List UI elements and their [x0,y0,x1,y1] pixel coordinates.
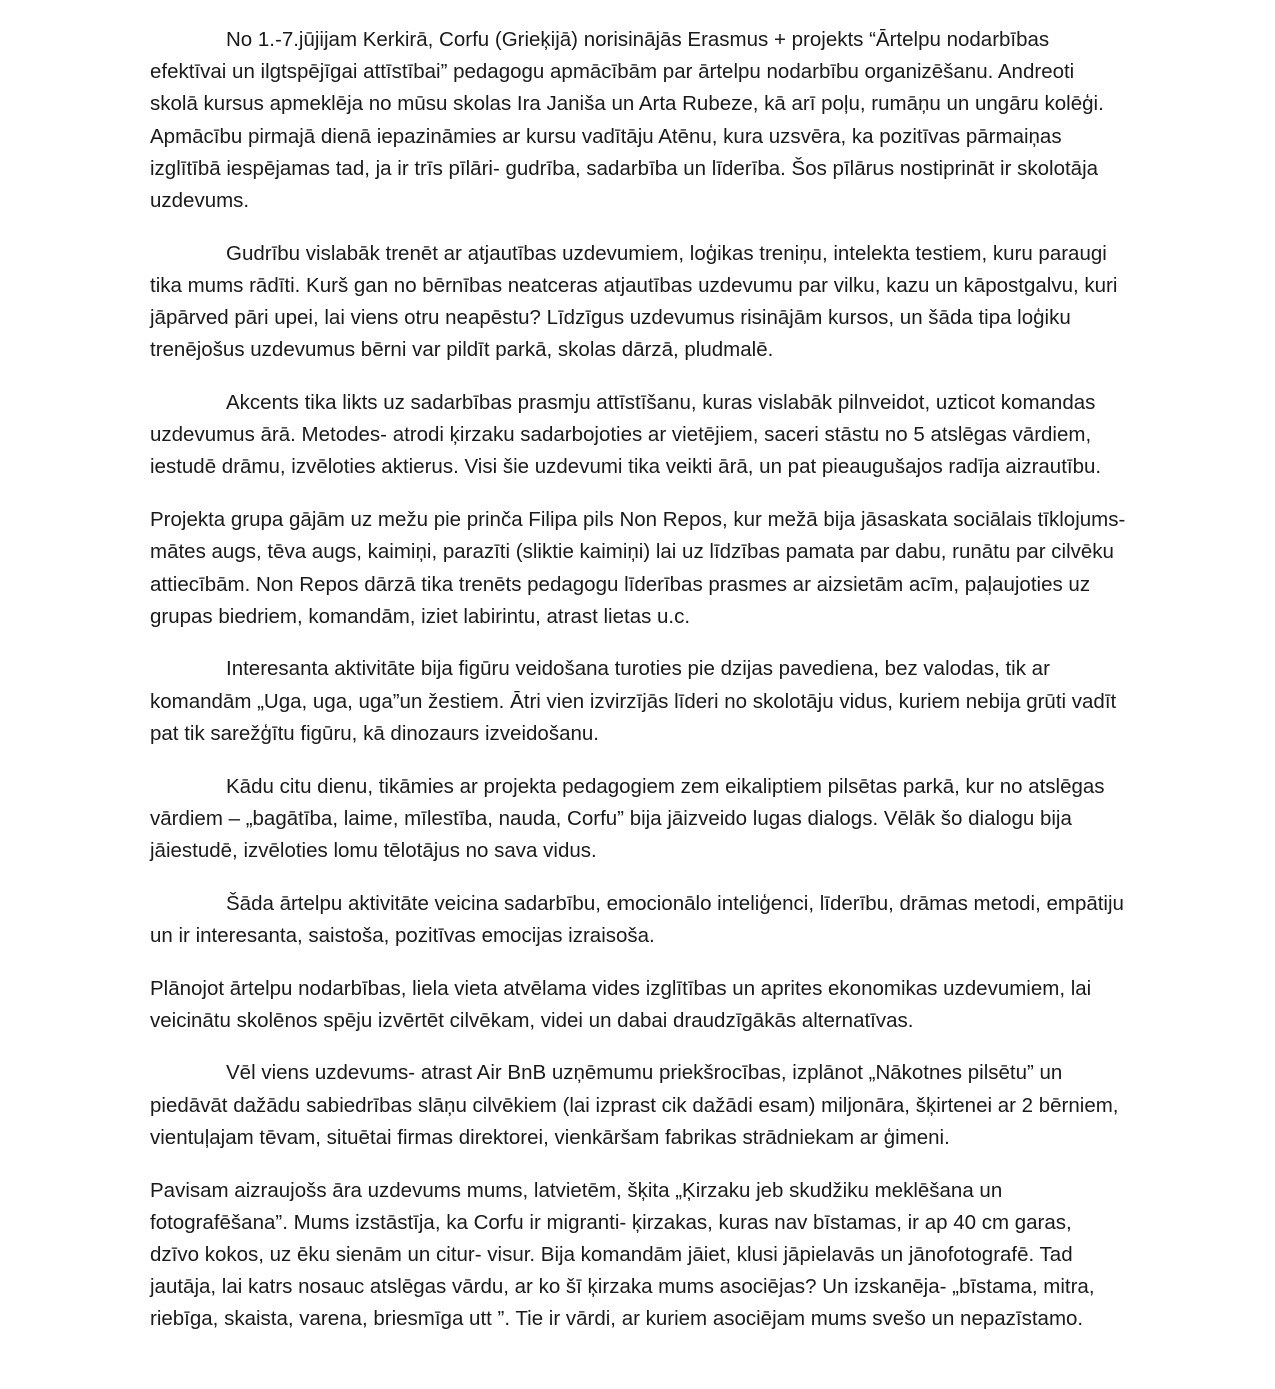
paragraph-forest: Projekta grupa gājām uz mežu pie prinča Filipa pils Non Repos, kur mežā bija jāsaskata sociālais tīklojums- mātes augs, tēva augs, kaimiņi, parazīti (sliktie kaimiņi) lai uz līdzības pamata par dabu, runātu par cilvēku attiecībām. Non Repos dārzā tika trenēts pedagogu līderības prasmes ar aizsietām acīm, paļaujoties uz grupas biedriem, komandām, iziet labirintu, atrast lietas u.c. [150,508,1126,628]
paragraph-planning: Plānojot ārtelpu nodarbības, liela vieta atvēlama vides izglītības un aprites ekonomikas uzdevumiem, lai veicinātu skolēnos spēju izvērtēt cilvēkam, videi un dabai draudzīgākās alternatīvas. [150,976,1092,1032]
paragraph-lizards: Pavisam aizraujošs āra uzdevums mums, latvietēm, šķita „Ķirzaku jeb skudžiku meklēšana un fotografēšana”. Mums izstāstīja, ka Corfu ir migranti- ķirzakas, kuras nav bīstamas, ir ap 40 cm garas, dzīvo kokos, uz ēku sienām un citur- visur. Bija komandām jāiet, klusi jāpielavās un jānofotografē. Tad jautāja, lai katrs nosauc atslēgas vārdu, ar ko šī ķirzaka mums asociējas? Un izskanēja- „bīstama, mitra, riebīga, skaista, varena, briesmīga utt ”. Tie ir vārdi, ar kuriem asociējam mums svešo un nepazīstamo. [150,1178,1095,1331]
paragraph-wisdom: Gudrību vislabāk trenēt ar atjautības uzdevumiem, loģikas treniņu, intelekta testiem, kuru paraugi tika mums rādīti. Kurš gan no bērnības neatceras atjautības uzdevumu par vilku, kazu un kāpostgalvu, kuri jāpārved pāri upei, lai viens otru neapēstu? Līdzīgus uzdevumus risinājām kursos, un šāda tipa loģiku trenējošus uzdevumus bērni var pildīt parkā, skolas dārzā, pludmalē. [150,241,1118,362]
paragraph-activity-benefits: Šāda ārtelpu aktivitāte veicina sadarbību, emocionālo inteliģenci, līderību, drāmas metodi, empātiju un ir interesanta, saistoša, pozitīvas emocijas izraisoša. [150,891,1124,947]
paragraph-future-city: Vēl viens uzdevums- atrast Air BnB uzņēmumu priekšrocības, izplānot „Nākotnes pilsētu” un piedāvāt dažādu sabiedrības slāņu cilvēkiem (lai izprast cik dažādi esam) miljonāra, šķirtenei ar 2 bērniem, vientuļajam tēvam, situētai firmas direktorei, vienkāršam fabrikas strādniekam ar ģimeni. [150,1061,1119,1149]
paragraph-intro: No 1.-7.jūjijam Kerkirā, Corfu (Grieķijā) norisinājās Erasmus + projekts “Ārtelpu nodarbības efektīvai un ilgtspējīgai attīstībai” pedagogu apmācībām par ārtelpu nodarbību organizēšanu. Andreoti skolā kursus apmeklēja no mūsu skolas Ira Janiša un Arta Rubeze, kā arī poļu, rumāņu un ungāru kolēģi. Apmācību pirmajā dienā iepazināmies ar kursu vadītāju Atēnu, kura uzsvēra, ka pozitīvas pārmaiņas izglītībā iespējamas tad, ja ir trīs pīlāri- gudrība, sadarbība un līderība. Šos pīlārus nostiprināt ir skolotāja uzdevums. [150,28,1104,213]
paragraph-figures: Interesanta aktivitāte bija figūru veidošana turoties pie dzijas pavediena, bez valodas, tik ar komandām „Uga, uga, uga”un žestiem. Ātri vien izvirzījās līderi no skolotāju vidus, kuriem nebija grūti vadīt pat tik sarežģītu figūru, kā dinozaurs izveidošanu. [150,657,1117,745]
document-page [150,24,1126,1356]
paragraph-cooperation: Akcents tika likts uz sadarbības prasmju attīstīšanu, kuras vislabāk pilnveidot, uzticot komandas uzdevumus ārā. Metodes- atrodi ķirzaku sadarbojoties ar vietējiem, saceri stāstu no 5 atslēgas vārdiem, iestudē drāmu, izvēloties aktierus. Visi šie uzdevumi tika veikti ārā, un pat pieaugušajos radīja aizrautību. [150,391,1102,479]
paragraph-dialogue: Kādu citu dienu, tikāmies ar projekta pedagogiem zem eikaliptiem pilsētas parkā, kur no atslēgas vārdiem – „bagātība, laime, mīlestība, nauda, Corfu” bija jāizveido lugas dialogs. Vēlāk šo dialogu bija jāiestudē, izvēloties lomu tēlotājus no sava vidus. [150,774,1105,862]
